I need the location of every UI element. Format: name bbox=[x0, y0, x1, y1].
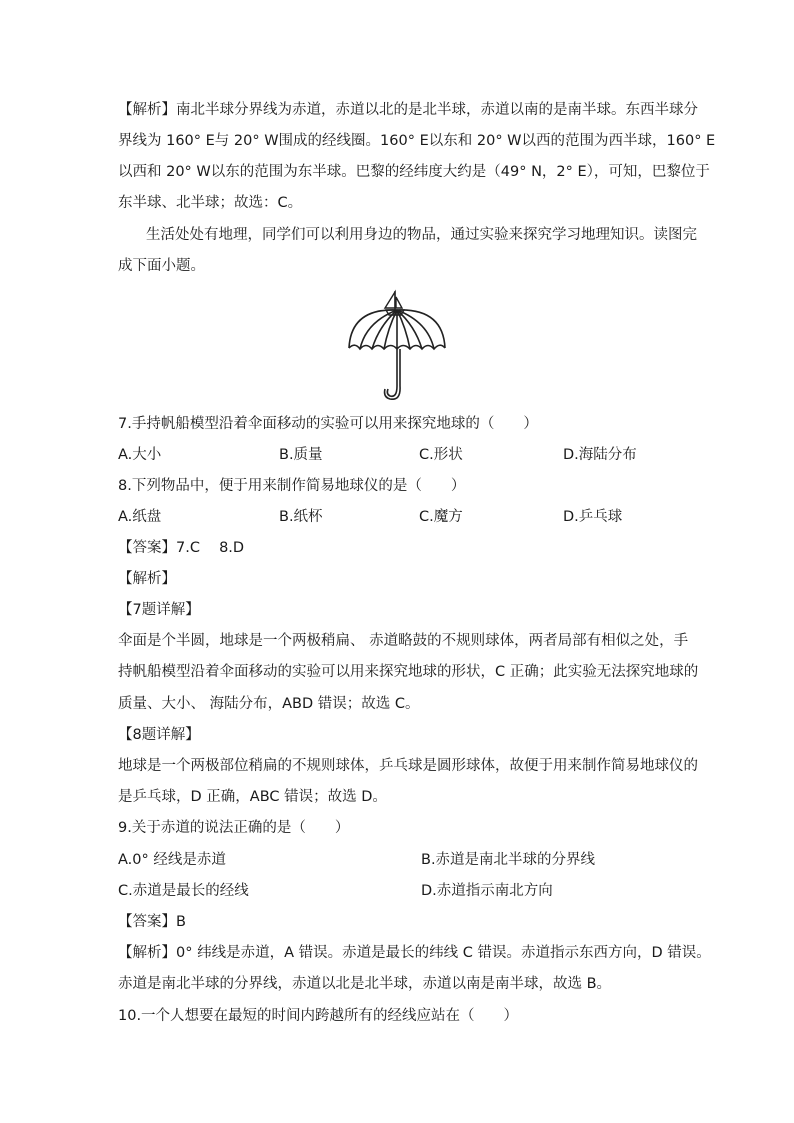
q6-analysis-line-2: 界线为 160° E与 20° W围成的经线圈。160° E以东和 20° W以西的范围为西半球，160° E bbox=[118, 133, 716, 149]
q7-option-b: B.质量 bbox=[279, 447, 323, 463]
q9-stem: 9.关于赤道的说法正确的是（ ） bbox=[118, 820, 350, 836]
q9-option-d: D.赤道指示南北方向 bbox=[421, 883, 553, 899]
detail-8-title: 【8题详解】 bbox=[118, 727, 200, 743]
umbrella-illustration bbox=[346, 288, 448, 400]
q9-option-b: B.赤道是南北半球的分界线 bbox=[421, 852, 596, 868]
detail-7-line-1: 伞面是个半圆，地球是一个两极稍扁、 赤道略鼓的不规则球体，两者局部有相似之处，手 bbox=[118, 633, 689, 649]
q8-stem: 8.下列物品中，便于用来制作简易地球仪的是（ ） bbox=[118, 478, 466, 494]
q6-analysis-line-4: 东半球、北半球；故选：C。 bbox=[118, 195, 303, 211]
q7-option-d: D.海陆分布 bbox=[563, 447, 637, 463]
detail-7-line-2: 持帆船模型沿着伞面移动的实验可以用来探究地球的形状，C 正确；此实验无法探究地球的 bbox=[118, 664, 699, 680]
q6-analysis-line-1: 【解析】南北半球分界线为赤道，赤道以北的是北半球，赤道以南的是南半球。东西半球分 bbox=[118, 102, 698, 118]
q8-option-d: D.乒乓球 bbox=[563, 509, 623, 525]
answer-7-8: 【答案】7.C 8.D bbox=[118, 540, 245, 556]
q9-option-a: A.0° 经线是赤道 bbox=[118, 852, 226, 868]
q6-analysis-line-3: 以西和 20° W以东的范围为东半球。巴黎的经纬度大约是（49° N，2° E），可知，巴黎位于 bbox=[118, 164, 710, 180]
q9-answer: 【答案】B bbox=[118, 914, 186, 930]
q8-option-c: C.魔方 bbox=[419, 509, 463, 525]
analysis-label: 【解析】 bbox=[118, 571, 176, 587]
detail-8-line-2: 是乒乓球，D 正确，ABC 错误；故选 D。 bbox=[118, 789, 387, 805]
q8-option-b: B.纸杯 bbox=[279, 509, 323, 525]
q9-analysis-line-1: 【解析】0° 纬线是赤道，A 错误。赤道是最长的纬线 C 错误。赤道指示东西方向，D 错误。 bbox=[118, 945, 711, 961]
detail-7-title: 【7题详解】 bbox=[118, 602, 200, 618]
q7-option-a: A.大小 bbox=[118, 447, 162, 463]
q9-analysis-line-2: 赤道是南北半球的分界线，赤道以北是北半球，赤道以南是南半球，故选 B。 bbox=[118, 976, 612, 992]
detail-8-line-1: 地球是一个两极部位稍扁的不规则球体，乒乓球是圆形球体，故便于用来制作简易地球仪的 bbox=[118, 758, 698, 774]
detail-7-line-3: 质量、大小、 海陆分布，ABD 错误；故选 C。 bbox=[118, 696, 420, 712]
q7-option-c: C.形状 bbox=[419, 447, 463, 463]
q10-stem: 10.一个人想要在最短的时间内跨越所有的经线应站在（ ） bbox=[118, 1008, 519, 1024]
q7-stem: 7.手持帆船模型沿着伞面移动的实验可以用来探究地球的（ ） bbox=[118, 416, 538, 432]
intro-line-1: 生活处处有地理，同学们可以利用身边的物品，通过实验来探究学习地理知识。读图完 bbox=[146, 227, 697, 243]
q8-option-a: A.纸盘 bbox=[118, 509, 162, 525]
q9-option-c: C.赤道是最长的经线 bbox=[118, 883, 249, 899]
intro-line-2: 成下面小题。 bbox=[118, 258, 205, 274]
